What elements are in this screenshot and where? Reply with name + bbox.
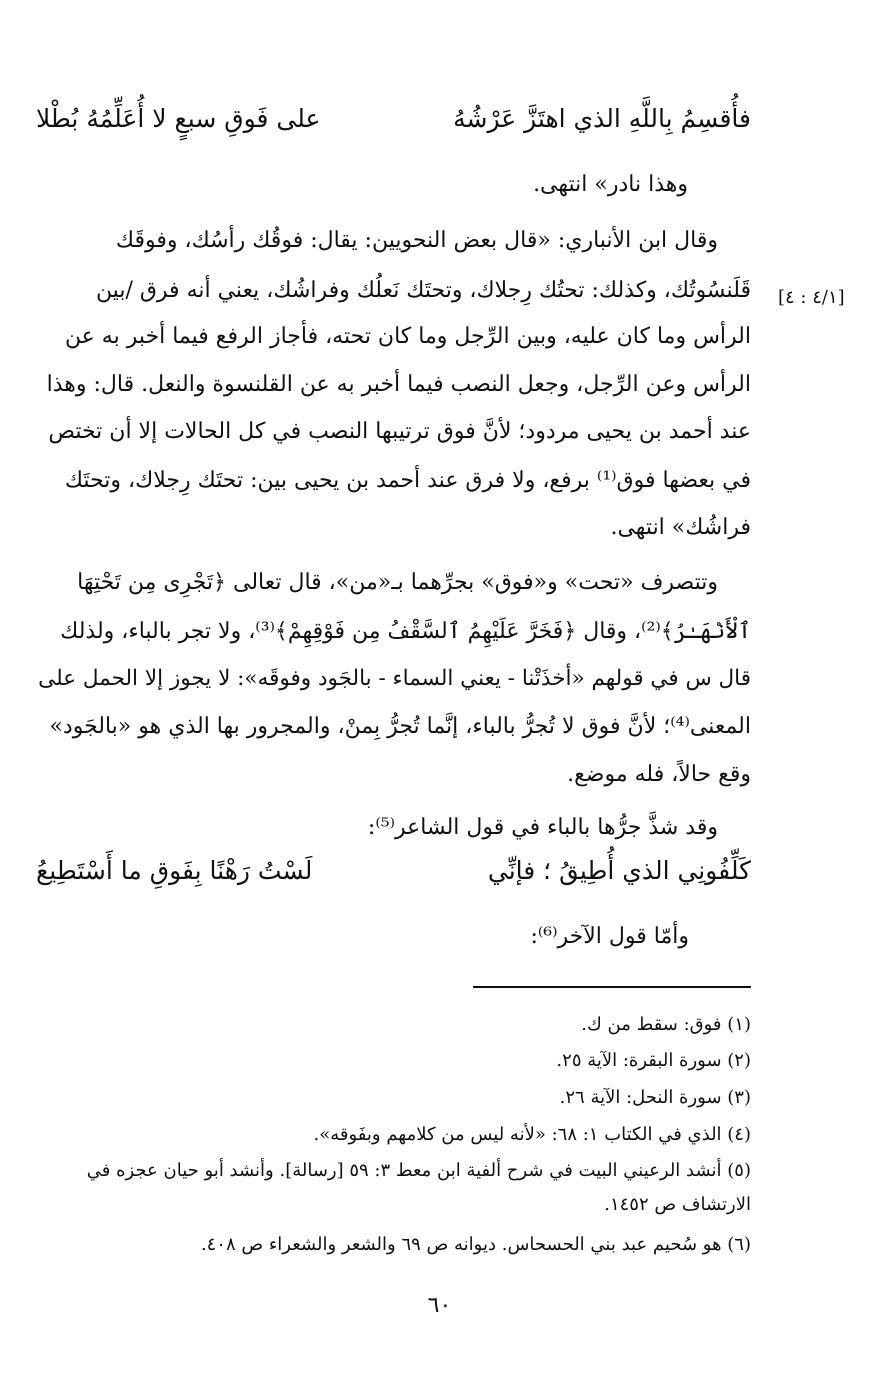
- body-line: وقال ابن الأنباري: «قال بعض النحويين: يقال: فوقُك رأسُك، وفوقَك: [115, 228, 718, 253]
- footnote: الارتشاف ص ١٤٥٢.: [604, 1194, 751, 1215]
- verse-1-left-hemistich: على فَوقِ سبعٍ لا أُعَلِّمُهُ بُطْلا: [36, 104, 321, 133]
- verse-2-right-hemistich: كَلِّفُونِي الذي أُطِيقُ ؛ فإنِّي: [487, 856, 751, 885]
- body-line: وأمّا قول الآخر⁽⁶⁾:: [530, 924, 689, 949]
- verse-1-right-hemistich: فأُقسِمُ بِاللَّهِ الذي اهتَزَّ عَرْشُهُ: [453, 104, 751, 133]
- body-line: قَلَنسُوتُك، وكذلك: تحتُك رِجلاك، وتحتَك نَعلُك وفراشُك، يعني أنه فرق /بين: [95, 278, 751, 303]
- footnote: (٦) هو سُحيم عبد بني الحسحاس. ديوانه ص ٦٩ والشعر والشعراء ص ٤٠٨.: [200, 1234, 751, 1255]
- body-line: في بعضها فوق⁽¹⁾ برفع، ولا فرق عند أحمد بن يحيى بين: تحتَك رِجلاك، وتحتَك: [64, 468, 751, 493]
- body-line: وتتصرف «تحت» و«فوق» بجرِّهما بـ«من»، قال تعالى ﴿تَجْرِى مِن تَحْتِهَا: [77, 570, 718, 595]
- footnote: (٢) سورة البقرة: الآية ٢٥.: [556, 1050, 751, 1071]
- body-line: الرأس وما كان عليه، وبين الرِّجل وما كان تحته، فأجاز الرفع فيما أخبر به عن: [64, 324, 751, 349]
- body-line: وقع حالاً، فله موضع.: [567, 762, 751, 787]
- body-line: عند أحمد بن يحيى مردود؛ لأنَّ فوق ترتيبها النصب في كل الحالات إلا أن تختص: [48, 419, 751, 444]
- footnote: (١) فوق: سقط من ك.: [581, 1014, 751, 1035]
- body-line: وهذا نادر» انتهى.: [533, 172, 688, 197]
- page-number: ٦٠: [427, 1293, 452, 1318]
- footnote: (٣) سورة النحل: الآية ٢٦.: [559, 1087, 751, 1108]
- verse-2-left-hemistich: لَسْتُ رَهْنًا بِفَوقِ ما أَسْتَطِيعُ: [36, 856, 313, 885]
- body-line: وقد شذَّ جرُّها بالباء في قول الشاعر⁽⁵⁾:: [367, 815, 718, 840]
- body-line: المعنى⁽⁴⁾؛ لأنَّ فوق لا تُجرُّ بالباء، إنَّما تُجرُّ بِمنْ، والمجرور بها الذي هو «بالجَود»: [49, 714, 751, 739]
- footnote: (٥) أنشد الرعيني البيت في شرح ألفية ابن معط ٣: ٥٩ [رسالة]. وأنشد أبو حيان عجزه في: [86, 1160, 751, 1181]
- body-line: فراشُك» انتهى.: [610, 515, 751, 540]
- footnote: (٤) الذي في الكتاب ١: ٦٨: «لأنه ليس من كلامهم وبفَوقه».: [313, 1124, 751, 1145]
- body-line: الرأس وعن الرِّجل، وجعل النصب فيما أخبر به عن القلنسوة والنعل. قال: وهذا: [46, 372, 751, 397]
- margin-reference: [٤/١ : ٤]: [778, 287, 845, 308]
- body-line: قال س في قولهم «أخذَتْنا - يعني السماء - بالجَود وفوقَه»: لا يجوز إلا الحمل على: [38, 666, 751, 691]
- body-line: ٱلْأَنْهَـٰرُ﴾⁽²⁾، وقال ﴿فَخَرَّ عَلَيْهِمُ ٱلسَّقْفُ مِن فَوْقِهِمْ﴾⁽³⁾، ولا تجر بالباء، ولذلك: [60, 619, 751, 644]
- footnote-separator: [473, 986, 751, 988]
